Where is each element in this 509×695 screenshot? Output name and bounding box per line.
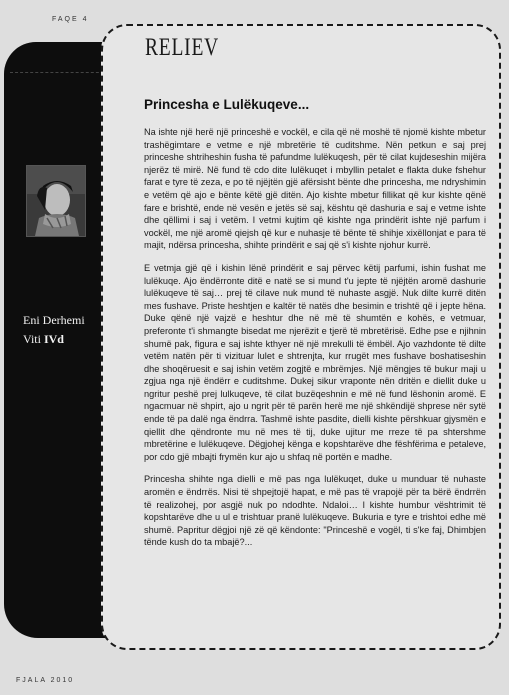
author-name: Eni Derhemi: [23, 313, 85, 327]
article-paragraph: Na ishte një herë një princeshë e vockël, e cila që në moshë të njomë kishte mbetur trashëgimtare e vetme e një mbretërie të cuditshme. Nën petkun e saj prej princeshe shtriheshin fusha të pafundme lulëkuqesh, për të cilat kujdeseshin mijëra njerëz të mirë. Në fund të cdo dite lulëkuqet i mbyllin petalet e flakta duke fshehur farat e tyre të zeza, e po të njëjtën gjë afërsisht bënte dhe princesha, me ndryshimin e vetëm që ajo e bënte këtë gjë ditën. Ajo kishte mbetur fillikat që kur kishte qënë fare e brishtë, ende në vesën e jetës së saj, kështu që dashuria e saj e vetme ishte dhe qëllimi i saj i vetëm. I vetmi kujtim që kishte nga prindërit ishte një parfum i vockël, me një aromë qiejsh që kur e nuhasje të bënte të shihje xixëllonjat e para të majit, ndërsa princesha, shihte prindërit e saj që s'i kishte njohur kurrë.: [144, 127, 486, 251]
article-body: [144, 126, 486, 559]
article-paragraph: Princesha shihte nga dielli e më pas nga lulëkuqet, duke u munduar të nuhaste aromën e ëndrrës. Nisi të shpejtojë hapat, e më pas të vrapojë për ta bërë ëndrrën të realizohej, por asgjë nuk po ndodhte. Ndaloi… I kishte humbur vështrimit të kopshtarëve dhe u ul e trishtuar pranë lulëkuqeve. Bukuria e tyre e trishtoi edhe më shumë. Papritur dëgjoi një zë që këndonte: "Princeshë e vogël, ti s'ke faj, Dhimbjen tënde kush do ta mbajë?...: [144, 474, 486, 548]
section-title: RELIEV: [145, 34, 220, 61]
author-portrait-image: [27, 166, 85, 236]
author-grade: [23, 332, 64, 347]
author-grade-class: IVd: [43, 332, 64, 346]
footer-label: FJALA 2010: [16, 677, 75, 684]
author-grade-prefix: Viti: [23, 332, 44, 346]
article-title: Princesha e Lulëkuqeve...: [144, 97, 310, 112]
author-photo: [26, 165, 86, 237]
sidebar-divider: [10, 72, 114, 73]
article-paragraph: E vetmja gjë që i kishin lënë prindërit e saj përvec këtij parfumi, ishin fushat me lulëkuqe. Ajo ëndërronte ditë e natë se si mund t'u jepte të njëjtën aromë dashurie lulëkuqeve të saj… prej të cilave nuk mund të nuhaste asgjë. Nuk dilte kurrë ditën mes fushave. Priste heshtjen e kaltër të natës dhe besimin e trishtë që i jepte hëna. Duke qënë një vajzë e heshtur dhe në më të shumtën e kohës, e vetmuar, preferonte t'i shmangte bisedat me njerëzit e tjerë të mbretërisë. Edhe pse e njihnin shumë pak, figura e saj ishte kthyer në një mrekulli të ëmbël. Ajo vazhdonte të dilte vetëm natën për ti vizituar lulet e shtrenjta, kur rrugët mes fushave boshatiseshin dhe shoqëruesit e saj ishin vetëm zogjtë e mbrëmjes. Një mëngjes të bukur maji u zgjua nga një ëndërr e cuditshme. Dukej sikur vraponte nën dritën e diellit duke u ngritur peshë prej lulkuqeve, të cilat buzëqeshnin e më në fund lëshonin aromë. E ngacmuar në shpirt, ajo u ngrit për të parën herë me një shkëndijë shprese nër sytë ende të pa dalë nga ëndrra. Tashmë ishte pasdite, dielli kishte përshkuar gjysmën e qiellit dhe qëndronte mu në mes të tij, duke ujitur me rreze të pa shtershme mbretërine e lulëkuqeve. Dëgjohej kënga e kopshtarëve dhe fëshfërima e petaleve, por cdo gjë mbajti frymën kur ajo u shfaq në portën e madhe.: [144, 262, 486, 462]
page-number-label: FAQE 4: [52, 16, 89, 23]
